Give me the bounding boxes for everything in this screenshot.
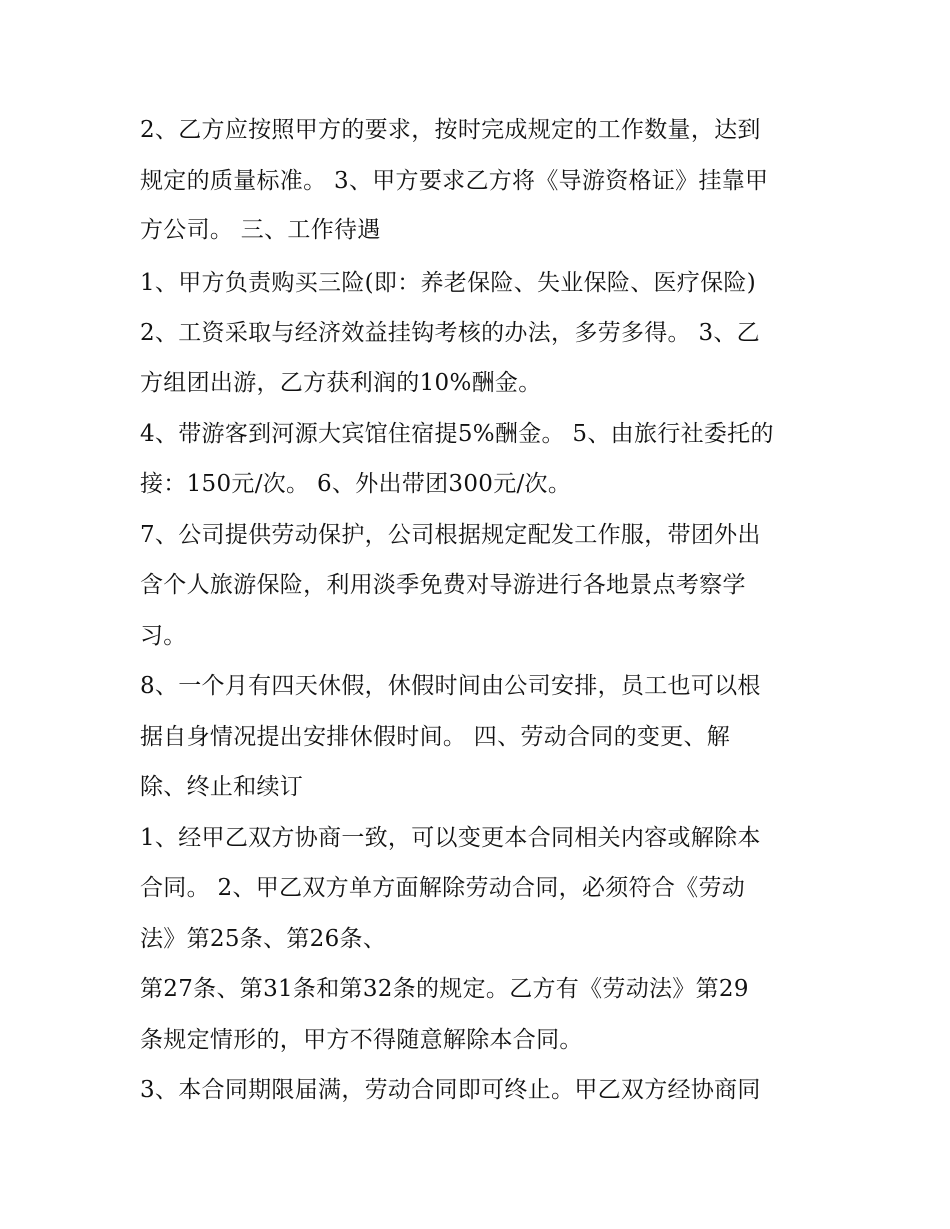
text-line: 1、经甲乙双方协商一致，可以变更本合同相关内容或解除本 (140, 825, 761, 851)
text-line: 条规定情形的，甲方不得随意解除本合同。 (140, 1027, 583, 1053)
text-line: 方公司。 三、工作待遇 (140, 217, 381, 243)
text-line: 3、本合同期限届满，劳动合同即可终止。甲乙双方经协商同 (140, 1077, 761, 1103)
text-line: 2、工资采取与经济效益挂钩考核的办法，多劳多得。 3、乙 (140, 320, 760, 346)
text-line: 除、终止和续订 (140, 774, 304, 800)
text-line: 第27条、第31条和第32条的规定。乙方有《劳动法》第29 (140, 976, 749, 1002)
text-line: 4、带游客到河源大宾馆住宿提5%酬金。 5、由旅行社委托的 (140, 421, 774, 447)
text-line: 方组团出游，乙方获利润的10%酬金。 (140, 370, 542, 396)
text-line: 2、乙方应按照甲方的要求，按时完成规定的工作数量，达到 (140, 117, 761, 143)
text-line: 据自身情况提出安排休假时间。 四、劳动合同的变更、解 (140, 724, 731, 750)
text-line: 1、甲方负责购买三险(即：养老保险、失业保险、医疗保险) (140, 270, 756, 296)
text-line: 规定的质量标准。 3、甲方要求乙方将《导游资格证》挂靠甲 (140, 168, 769, 194)
text-line: 7、公司提供劳动保护，公司根据规定配发工作服，带团外出 (140, 522, 761, 548)
text-line: 8、一个月有四天休假，休假时间由公司安排，员工也可以根 (140, 673, 761, 699)
text-line: 法》第25条、第26条、 (140, 926, 387, 952)
text-line: 含个人旅游保险，利用淡季免费对导游进行各地景点考察学 (140, 572, 746, 598)
text-line: 习。 (140, 623, 187, 649)
text-line: 接：150元/次。 6、外出带团300元/次。 (140, 471, 572, 497)
text-line: 合同。 2、甲乙双方单方面解除劳动合同，必须符合《劳动 (140, 875, 746, 901)
